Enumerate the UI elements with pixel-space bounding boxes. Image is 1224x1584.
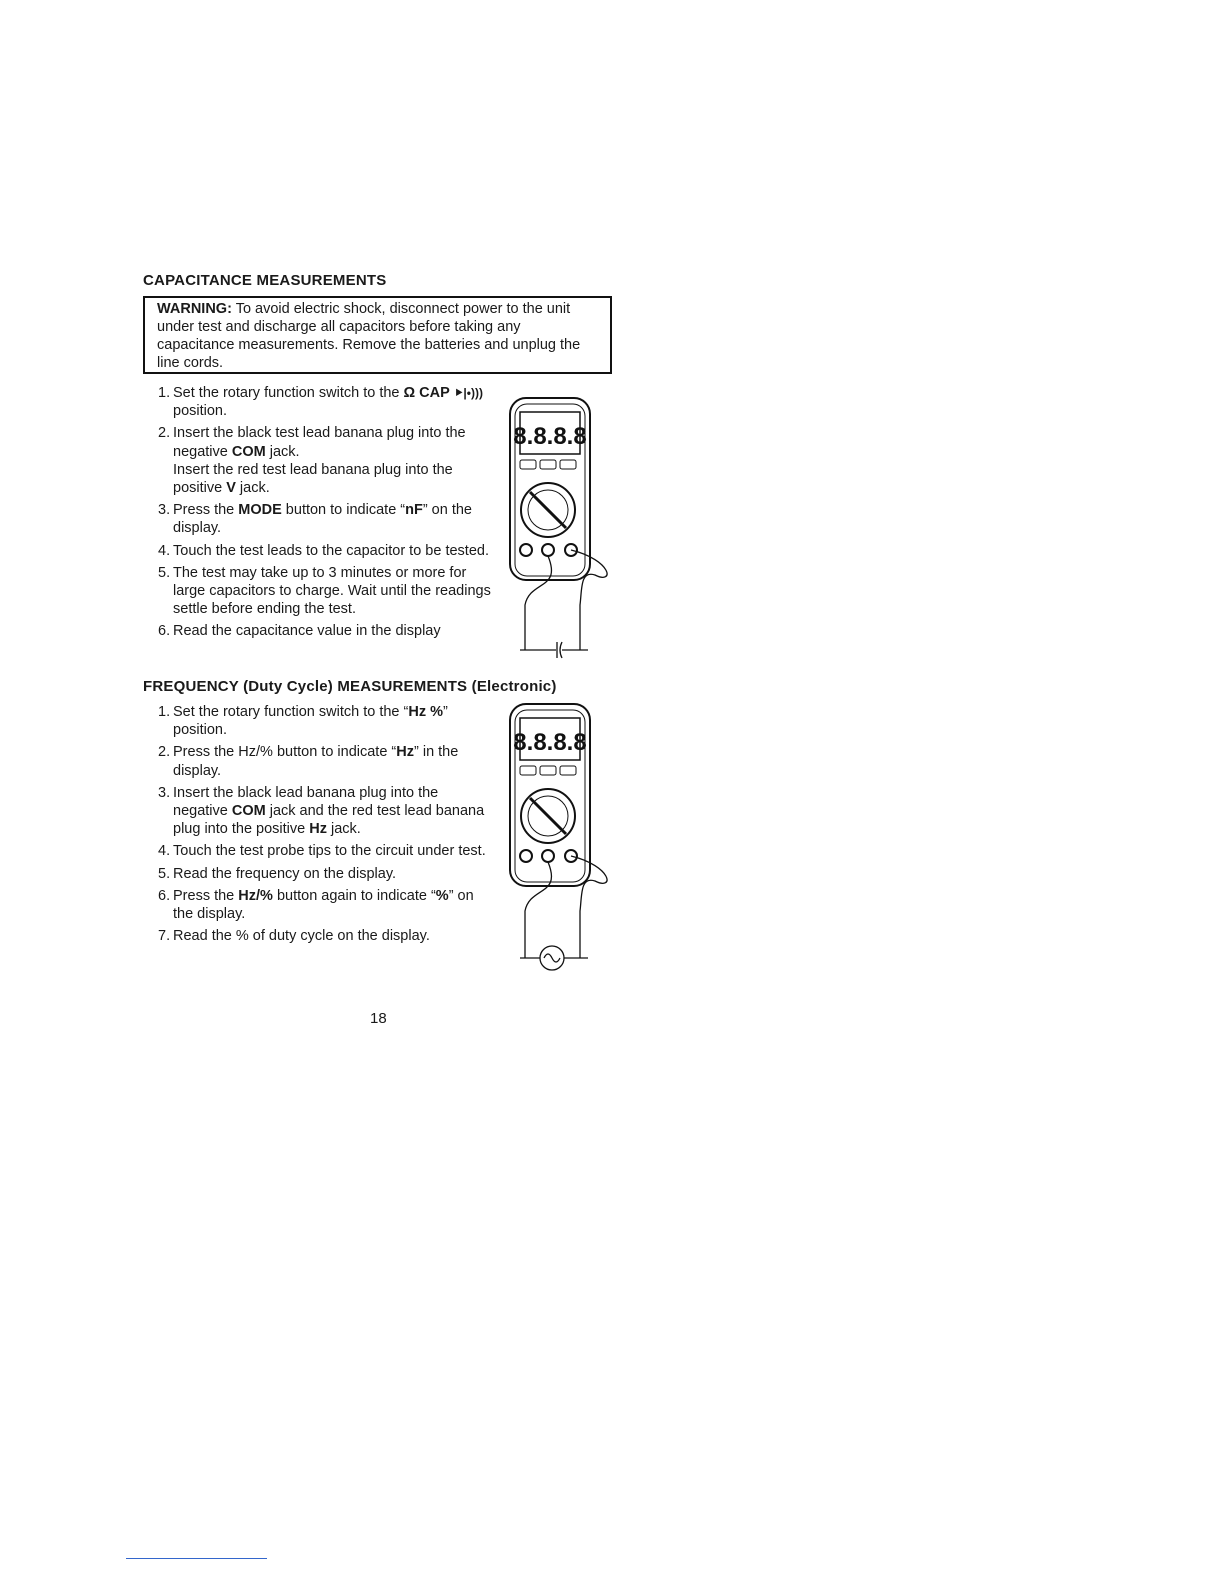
step-text: Set the rotary function switch to the bbox=[173, 385, 404, 401]
step-item bbox=[143, 424, 493, 497]
page-number: 18 bbox=[370, 1010, 387, 1027]
step-text: V bbox=[226, 480, 236, 497]
step-number: 5. bbox=[158, 564, 171, 581]
frequency-heading: FREQUENCY (Duty Cycle) MEASUREMENTS (Electronic) bbox=[143, 678, 557, 695]
step-text: Insert the black test lead banana plug into the negative bbox=[173, 425, 466, 460]
step-item bbox=[143, 564, 493, 619]
step-item bbox=[143, 384, 493, 420]
step-text: nF bbox=[405, 502, 423, 519]
step-text: ” on the display. bbox=[173, 887, 474, 923]
step-text: Press the bbox=[173, 887, 239, 904]
step-item bbox=[143, 927, 495, 945]
step-number: 3. bbox=[158, 502, 171, 519]
multimeter-frequency-illustration bbox=[500, 698, 620, 973]
step-item bbox=[143, 743, 495, 779]
step-text: Hz % bbox=[408, 704, 443, 720]
step-text: The test may take up to 3 minutes or more for large capacitors to charge. Wait until the readings settle before ending the test. bbox=[173, 564, 491, 618]
step-number: 4. bbox=[158, 843, 171, 860]
step-item bbox=[143, 703, 495, 739]
step-text: jack. bbox=[265, 443, 300, 460]
warning-box bbox=[143, 296, 612, 374]
step-text: button again to indicate “ bbox=[272, 887, 436, 904]
step-text: Ω CAP bbox=[403, 385, 450, 401]
step-number: 7. bbox=[158, 928, 171, 945]
multimeter-capacitor-illustration bbox=[500, 390, 620, 665]
step-item bbox=[143, 784, 495, 839]
step-text: % bbox=[435, 887, 449, 904]
step-text: Set the rotary function switch to the “ bbox=[173, 704, 409, 720]
frequency-steps bbox=[143, 703, 495, 949]
step-number: 3. bbox=[158, 784, 171, 801]
step-text: Touch the test leads to the capacitor to be tested. bbox=[173, 542, 489, 559]
warning-label: WARNING: bbox=[157, 301, 232, 317]
step-item bbox=[143, 542, 493, 560]
step-text: Press the Hz/% button to indicate “ bbox=[173, 744, 397, 761]
multimeter-body bbox=[510, 704, 590, 886]
step-text: Read the frequency on the display. bbox=[173, 865, 397, 882]
step-text: Insert the red test lead banana plug into the positive bbox=[173, 461, 453, 497]
diode-continuity-icon: ⯈|•))) bbox=[453, 386, 483, 400]
step-text: Insert the black lead banana plug into the negative bbox=[173, 784, 439, 820]
meter-display: 8.8.8.8 bbox=[513, 729, 587, 756]
step-text: Press the bbox=[173, 502, 239, 519]
multimeter-body bbox=[510, 398, 590, 580]
step-text: ” position. bbox=[173, 704, 448, 739]
step-text: MODE bbox=[238, 502, 282, 519]
footer-rule bbox=[126, 1558, 267, 1559]
step-number: 1. bbox=[158, 704, 171, 720]
step-text: button to indicate “ bbox=[281, 502, 406, 519]
step-text: position. bbox=[173, 403, 228, 420]
capacitance-heading: CAPACITANCE MEASUREMENTS bbox=[143, 272, 387, 289]
step-text: Hz bbox=[396, 744, 414, 761]
ac-source-symbol bbox=[520, 943, 588, 970]
step-number: 2. bbox=[158, 744, 171, 761]
step-item bbox=[143, 622, 493, 640]
step-text: Read the capacitance value in the display bbox=[173, 623, 441, 640]
capacitor-symbol bbox=[520, 635, 588, 658]
step-number: 6. bbox=[158, 887, 171, 904]
step-text: Hz bbox=[309, 821, 327, 838]
step-text: Read the % of duty cycle on the display. bbox=[173, 928, 430, 945]
step-text: COM bbox=[231, 443, 266, 460]
step-item bbox=[143, 865, 495, 883]
meter-display: 8.8.8.8 bbox=[513, 423, 587, 450]
step-text: COM bbox=[231, 803, 266, 820]
step-text: jack and the red test lead banana plug into the positive bbox=[173, 803, 485, 838]
step-number: 5. bbox=[158, 865, 171, 882]
step-number: 2. bbox=[158, 425, 171, 442]
step-item bbox=[143, 842, 495, 860]
step-item bbox=[143, 887, 495, 923]
step-item bbox=[143, 501, 493, 537]
warning-text: To avoid electric shock, disconnect power to the unit under test and discharge all capacitors before taking any capacitance measurements. Remove the batteries and unplug the line cords. bbox=[157, 301, 581, 371]
step-number: 1. bbox=[158, 385, 171, 401]
capacitance-steps bbox=[143, 384, 493, 645]
step-text: jack. bbox=[326, 821, 361, 838]
step-text: ” on the display. bbox=[173, 502, 472, 537]
step-text: Touch the test probe tips to the circuit under test. bbox=[173, 843, 486, 860]
step-text: Hz/% bbox=[238, 887, 273, 904]
step-text: ” in the display. bbox=[173, 744, 459, 779]
step-number: 6. bbox=[158, 623, 171, 640]
step-number: 4. bbox=[158, 542, 171, 559]
step-text: jack. bbox=[235, 480, 270, 497]
